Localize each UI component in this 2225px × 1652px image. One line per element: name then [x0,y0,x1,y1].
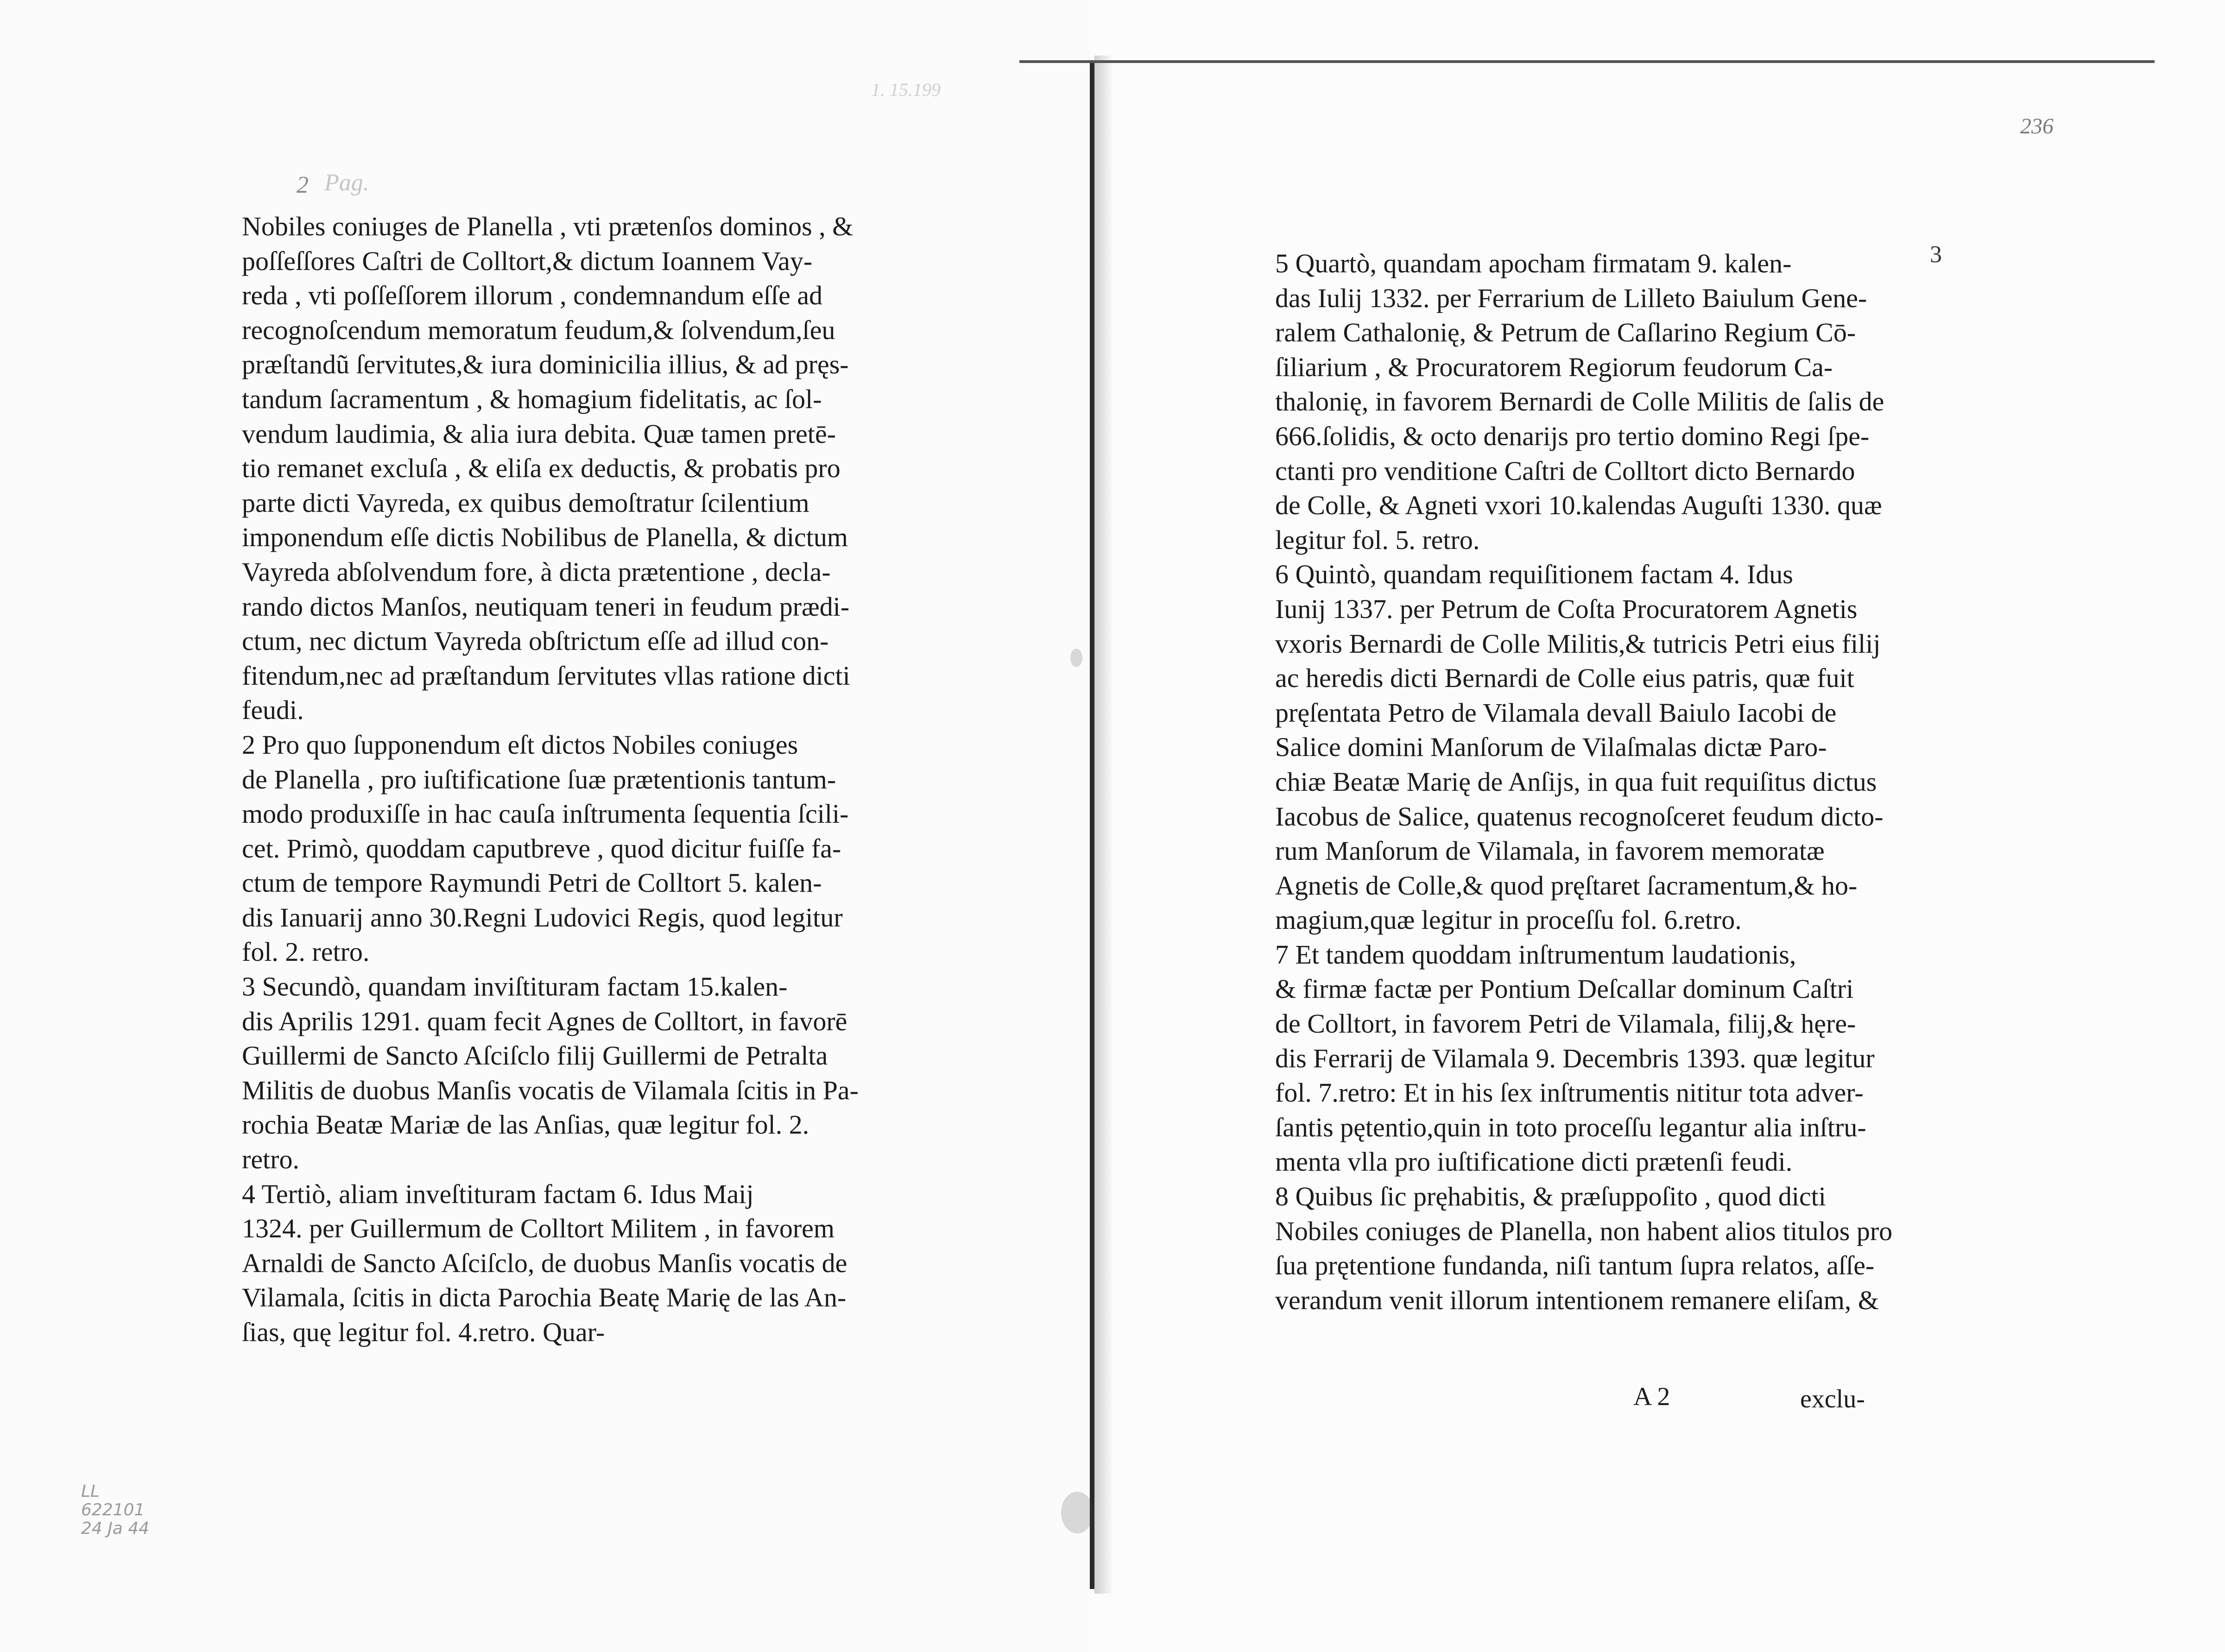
left-text-line: reda , vti poſſeſſorem illorum , condemnandum eſſe ad [242,280,823,311]
right-text-line: pręſentata Petro de Vilamala devall Baiulo Iacobi de [1275,697,1837,728]
left-margin-note: Pag. [324,170,369,196]
catchword: exclu- [1800,1385,1865,1413]
left-text-line: modo produxiſſe in hac cauſa inſtrumenta ſequentia ſcili- [242,799,849,829]
left-text-line: 2 Pro quo ſupponendum eſt dictos Nobiles coniuges [242,729,798,760]
right-text-line: ſantis pętentio,quin in toto proceſſu legantur alia inſtru- [1275,1112,1866,1142]
left-text-line: vendum laudimia, & alia iura debita. Quæ tamen pretē- [242,418,836,449]
left-text-line: Militis de duobus Manſis vocatis de Vilamala ſcitis in Pa- [242,1075,859,1105]
left-text-line: parte dicti Vayreda, ex quibus demoſtratur ſcilentium [242,487,809,518]
left-text-line: imponendum eſſe dictis Nobilibus de Planella, & dictum [242,522,848,553]
right-text-line: Iacobus de Salice, quatenus recognoſceret feudum dicto- [1275,801,1884,832]
right-page-marker: 3 [1930,241,1942,268]
left-text-line: poſſeſſores Caſtri de Colltort,& dictum Ioannem Vay- [242,246,813,276]
right-text-line: das Iulij 1332. per Ferrarium de Lilleto Baiulum Gene- [1275,283,1867,313]
ink-blot [1061,1492,1094,1533]
left-text-line: tandum ſacramentum , & homagium fidelitatis, ac ſol- [242,384,822,414]
right-text-line: 666.ſolidis, & octo denarijs pro tertio domino Regi ſpe- [1275,421,1870,451]
left-text-line: præſtandũ ſervitutes,& iura dominicilia illius, & ad pręs- [242,349,849,380]
right-text-line: Salice domini Manſorum de Vilaſmalas dictæ Paro- [1275,732,1827,763]
right-text-line: Agnetis de Colle,& quod pręſtaret ſacramentum,& ho- [1275,870,1858,901]
left-text-line: dis Aprilis 1291. quam fecit Agnes de Colltort, in favorē [242,1006,847,1036]
page-top-edge [1019,60,2155,63]
right-text-line: 7 Et tandem quoddam inſtrumentum laudationis, [1275,939,1796,970]
left-text-line: fol. 2. retro. [242,937,370,967]
right-text-line: legitur fol. 5. retro. [1275,524,1480,555]
right-text-line: dis Ferrarij de Vilamala 9. Decembris 1393. quæ legitur [1275,1043,1875,1073]
right-text-line: magium,quæ legitur in proceſſu fol. 6.retro. [1275,905,1742,935]
right-text-line: 6 Quintò, quandam requiſitionem factam 4. Idus [1275,559,1793,590]
right-text-line: de Colltort, in favorem Petri de Vilamala, filij,& hęre- [1275,1009,1856,1039]
left-text-line: Nobiles coniuges de Planella , vti prætenſos dominos , & [242,211,853,241]
right-text-line: rum Manſorum de Vilamala, in favorem memoratæ [1275,836,1825,866]
library-stamp: LL 622101 24 Ja 44 [81,1482,150,1538]
right-text-line: ralem Cathalonię, & Petrum de Caſlarino Regium Cō- [1275,317,1856,348]
left-text-line: Vilamala, ſcitis in dicta Parochia Beatę Marię de las An- [242,1282,847,1313]
right-text-line: ac heredis dicti Bernardi de Colle eius patris, quæ fuit [1275,663,1854,694]
left-text-line: 3 Secundò, quandam inviſtituram factam 15.kalen- [242,971,788,1002]
left-text-line: feudi. [242,695,304,725]
right-text-line: ſiliarium , & Procuratorem Regiorum feudorum Ca- [1275,352,1833,382]
left-text-line: Guillermi de Sancto Aſciſclo filij Guillermi de Petralta [242,1040,828,1071]
right-text-line: Nobiles coniuges de Planella, non habent alios titulos pro [1275,1216,1893,1246]
right-text-line: Iunij 1337. per Petrum de Coſta Procuratorem Agnetis [1275,593,1858,624]
left-text-line: tio remanet excluſa , & eliſa ex deductis, & probatis pro [242,453,841,484]
signature-mark: A 2 [1633,1382,1670,1411]
left-text-line: ſias, quę legitur fol. 4.retro. Quar- [242,1317,605,1347]
left-text-line: cet. Primò, quoddam caputbreve , quod dicitur fuiſſe fa- [242,833,841,864]
ink-blot [1070,649,1082,667]
right-text-line: verandum venit illorum intentionem remanere eliſam, & [1275,1285,1879,1315]
folio-number: 236 [2020,114,2054,139]
left-text-line: fitendum,nec ad præſtandum ſervitutes vllas ratione dicti [242,660,850,691]
left-text-line: de Planella , pro iuſtificatione ſuæ prætentionis tantum- [242,764,836,794]
left-page-text [242,209,859,1350]
right-text-line: 5 Quartò, quandam apocham firmatam 9. kalen- [1275,248,1792,278]
right-text-line: de Colle, & Agneti vxori 10.kalendas Auguſti 1330. quæ [1275,490,1882,521]
left-text-line: recognoſcendum memoratum feudum,& ſolvendum,ſeu [242,315,835,345]
right-text-line: ctanti pro venditione Caſtri de Colltort dicto Bernardo [1275,455,1855,486]
left-text-line: ctum, nec dictum Vayreda obſtrictum eſſe ad illud con- [242,626,829,656]
left-text-line: rando dictos Manſos, neutiquam teneri in feudum prædi- [242,591,850,622]
left-page-marker: 2 [297,172,309,198]
right-text-line: & firmæ factæ per Pontium Deſcallar dominum Caſtri [1275,974,1854,1004]
right-page-text [1275,246,1892,1318]
left-text-line: retro. [242,1144,299,1175]
right-text-line: fol. 7.retro: Et in his ſex inſtrumentis nititur tota adver- [1275,1078,1864,1108]
left-top-note: 1. 15.199 [871,79,941,100]
right-text-line: vxoris Bernardi de Colle Militis,& tutricis Petri eius filij [1275,628,1881,659]
left-text-line: dis Ianuarij anno 30.Regni Ludovici Regis, quod legitur [242,902,843,933]
right-text-line: chiæ Beatæ Marię de Anſijs, in qua fuit requiſitus dictus [1275,766,1877,797]
right-text-line: 8 Quibus ſic pręhabitis, & præſuppoſito , quod dicti [1275,1181,1826,1212]
left-text-line: ctum de tempore Raymundi Petri de Colltort 5. kalen- [242,868,822,898]
left-text-line: 4 Tertiò, aliam inveſtituram factam 6. Idus Maij [242,1179,754,1209]
spine-shadow [1094,56,1113,1594]
right-text-line: ſua prętentione fundanda, niſi tantum ſupra relatos, aſſe- [1275,1250,1875,1281]
right-text-line: menta vlla pro iuſtificatione dicti prætenſi feudi. [1275,1147,1793,1177]
left-text-line: Arnaldi de Sancto Aſciſclo, de duobus Manſis vocatis de [242,1248,847,1278]
right-text-line: thalonię, in favorem Bernardi de Colle Militis de ſalis de [1275,386,1884,417]
book-spine [1090,60,1094,1589]
left-text-line: 1324. per Guillermum de Colltort Militem , in favorem [242,1213,835,1244]
left-text-line: rochia Beatæ Mariæ de las Anſias, quæ legitur fol. 2. [242,1110,809,1140]
left-text-line: Vayreda abſolvendum fore, à dicta prætentione , decla- [242,556,831,587]
